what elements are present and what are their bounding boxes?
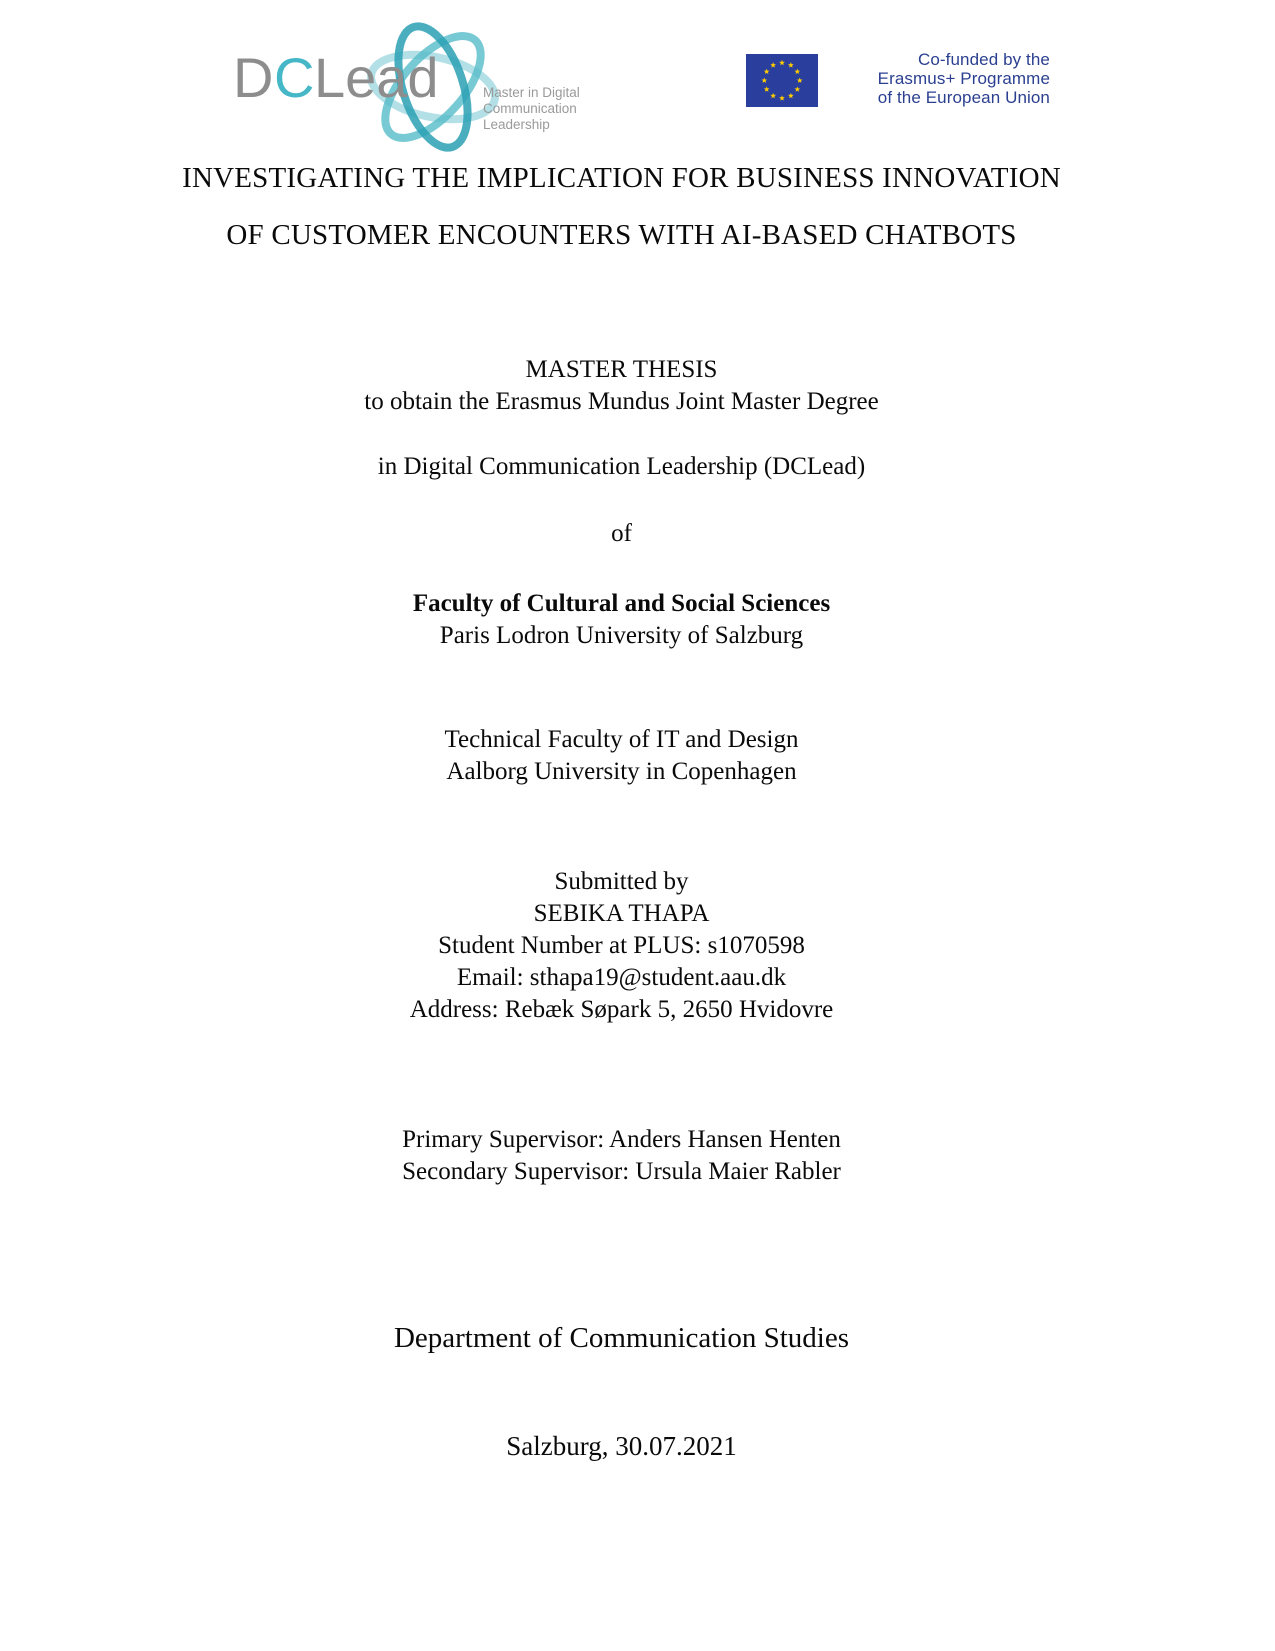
university2-name: Aalborg University in Copenhagen xyxy=(446,758,797,785)
faculty2-block xyxy=(0,724,1243,788)
faculty1-name: Faculty of Cultural and Social Sciences xyxy=(412,590,831,617)
thesis-title xyxy=(0,150,1243,264)
author-address: Address: Rebæk Søpark 5, 2650 Hvidovre xyxy=(409,996,834,1023)
dclead-logo-graphic xyxy=(178,20,598,155)
of-word: of xyxy=(611,520,632,547)
dclead-tagline-line2: Communication xyxy=(483,101,577,116)
supervisors-block xyxy=(0,1124,1243,1188)
dclead-tagline-line1: Master in Digital xyxy=(483,85,580,100)
eu-cofunding-text xyxy=(819,50,1050,107)
dclead-tagline xyxy=(483,85,580,132)
faculty2-name: Technical Faculty of IT and Design xyxy=(444,726,799,753)
student-number: Student Number at PLUS: s1070598 xyxy=(438,932,805,959)
author-email: Email: sthapa19@student.aau.dk xyxy=(456,964,787,991)
faculty1-block xyxy=(0,588,1243,652)
thesis-title-line2: OF CUSTOMER ENCOUNTERS WITH AI-BASED CHATBOTS xyxy=(226,219,1017,251)
submission-block xyxy=(0,866,1243,1026)
eu-cofunding-line2: Erasmus+ Programme xyxy=(877,69,1050,88)
thesis-purpose: to obtain the Erasmus Mundus Joint Master Degree xyxy=(364,388,879,415)
place-and-date: Salzburg, 30.07.2021 xyxy=(506,1431,737,1461)
secondary-supervisor: Secondary Supervisor: Ursula Maier Rabler xyxy=(402,1158,841,1185)
master-thesis-heading: MASTER THESIS xyxy=(525,356,718,383)
university1-name: Paris Lodron University of Salzburg xyxy=(439,622,804,649)
eu-flag-icon xyxy=(745,53,819,108)
eu-cofunding-line1: Co-funded by the xyxy=(917,50,1050,69)
primary-supervisor: Primary Supervisor: Anders Hansen Henten xyxy=(402,1126,841,1153)
dclead-tagline-line3: Leadership xyxy=(483,117,550,132)
thesis-title-line1: INVESTIGATING THE IMPLICATION FOR BUSINESS INNOVATION xyxy=(182,162,1061,194)
dclead-letter-c: C xyxy=(274,46,315,109)
department-name: Department of Communication Studies xyxy=(393,1322,850,1354)
program-name: in Digital Communication Leadership (DCLead) xyxy=(377,453,866,480)
title-page-content xyxy=(0,150,1243,1464)
dclead-logo xyxy=(178,20,598,160)
eu-cofunding-block xyxy=(745,50,1050,108)
author-name: SEBIKA THAPA xyxy=(533,900,710,927)
dclead-word-lead: Lead xyxy=(314,46,439,109)
submitted-by-label: Submitted by xyxy=(554,868,689,895)
dclead-wordmark xyxy=(233,46,439,109)
eu-cofunding-line3: of the European Union xyxy=(877,88,1050,107)
thesis-heading-block xyxy=(0,354,1243,418)
dclead-letter-d: D xyxy=(233,46,274,109)
